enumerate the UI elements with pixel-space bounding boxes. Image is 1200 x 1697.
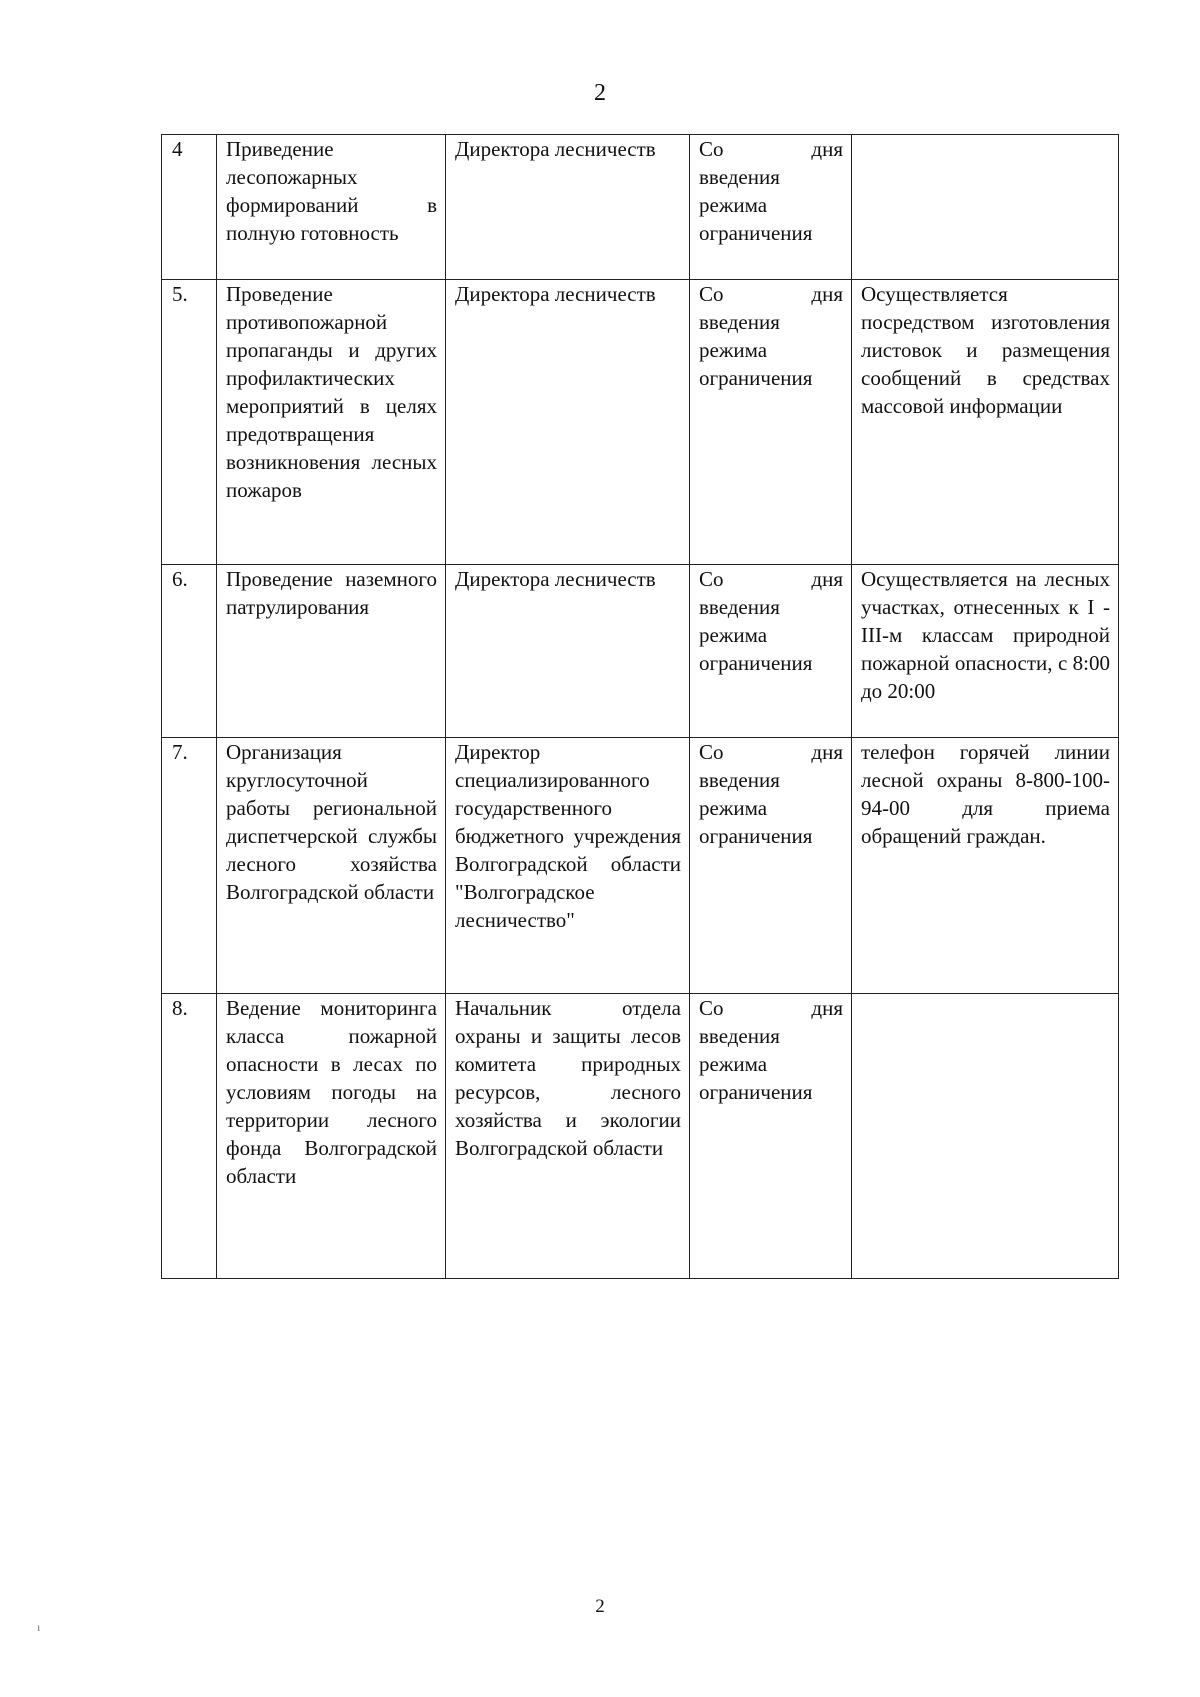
note-cell (852, 994, 1119, 1279)
deadline-word: дня (811, 740, 843, 764)
table-row (162, 565, 1119, 738)
event-cell: Приведение лесопожарных формирований в полную готовность (217, 135, 446, 280)
deadline-cell (690, 280, 852, 565)
row-number: 7. (162, 738, 217, 994)
row-number: 5. (162, 280, 217, 565)
margin-mark: ı (37, 1620, 41, 1634)
responsible-cell: Директора лесничеств (446, 135, 690, 280)
deadline-word: Со (699, 567, 724, 591)
measures-table (161, 134, 1119, 1279)
deadline-word: Со (699, 282, 724, 306)
deadline-rest: введения режима ограничения (699, 310, 813, 390)
responsible-cell: Директора лесничеств (446, 280, 690, 565)
deadline-first-line (699, 280, 843, 308)
deadline-first-line (699, 135, 843, 163)
deadline-first-line (699, 994, 843, 1022)
deadline-cell (690, 994, 852, 1279)
event-cell: Проведение наземного патрулирования (217, 565, 446, 738)
event-cell: Организация круглосуточной работы региональной диспетчерской службы лесного хозяйства Волгоградской области (217, 738, 446, 994)
table-row (162, 135, 1119, 280)
note-cell: Осуществляется посредством изготовления листовок и размещения сообщений в средствах массовой информации (852, 280, 1119, 565)
deadline-cell (690, 135, 852, 280)
deadline-word: Со (699, 996, 724, 1020)
row-number: 6. (162, 565, 217, 738)
deadline-rest: введения режима ограничения (699, 595, 813, 675)
deadline-first-line (699, 738, 843, 766)
deadline-word: дня (811, 137, 843, 161)
deadline-rest: введения режима ограничения (699, 768, 813, 848)
row-number: 4 (162, 135, 217, 280)
table-row (162, 280, 1119, 565)
event-cell: Ведение мониторинга класса пожарной опасности в лесах по условиям погоды на территории лесного фонда Волгоградской области (217, 994, 446, 1279)
responsible-cell: Начальник отдела охраны и защиты лесов комитета природных ресурсов, лесного хозяйства и экологии Волгоградской области (446, 994, 690, 1279)
note-cell: телефон горячей линии лесной охраны 8-800-100-94-00 для приема обращений граждан. (852, 738, 1119, 994)
note-cell: Осуществляется на лесных участках, отнесенных к I - III-м классам природной пожарной опасности, с 8:00 до 20:00 (852, 565, 1119, 738)
responsible-cell: Директора лесничеств (446, 565, 690, 738)
page-number-bottom: 2 (595, 1596, 605, 1617)
note-cell (852, 135, 1119, 280)
deadline-word: дня (811, 282, 843, 306)
deadline-rest: введения режима ограничения (699, 165, 813, 245)
deadline-word: Со (699, 137, 724, 161)
deadline-rest: введения режима ограничения (699, 1024, 813, 1104)
deadline-cell (690, 738, 852, 994)
deadline-cell (690, 565, 852, 738)
responsible-cell: Директор специализированного государственного бюджетного учреждения Волгоградской области "Волгоградское лесничество" (446, 738, 690, 994)
page-number-top: 2 (594, 80, 606, 106)
table-row (162, 994, 1119, 1279)
deadline-word: дня (811, 996, 843, 1020)
deadline-word: Со (699, 740, 724, 764)
row-number: 8. (162, 994, 217, 1279)
table-row (162, 738, 1119, 994)
deadline-word: дня (811, 567, 843, 591)
event-cell: Проведение противопожарной пропаганды и других профилактических мероприятий в целях предотвращения возникновения лесных пожаров (217, 280, 446, 565)
deadline-first-line (699, 565, 843, 593)
